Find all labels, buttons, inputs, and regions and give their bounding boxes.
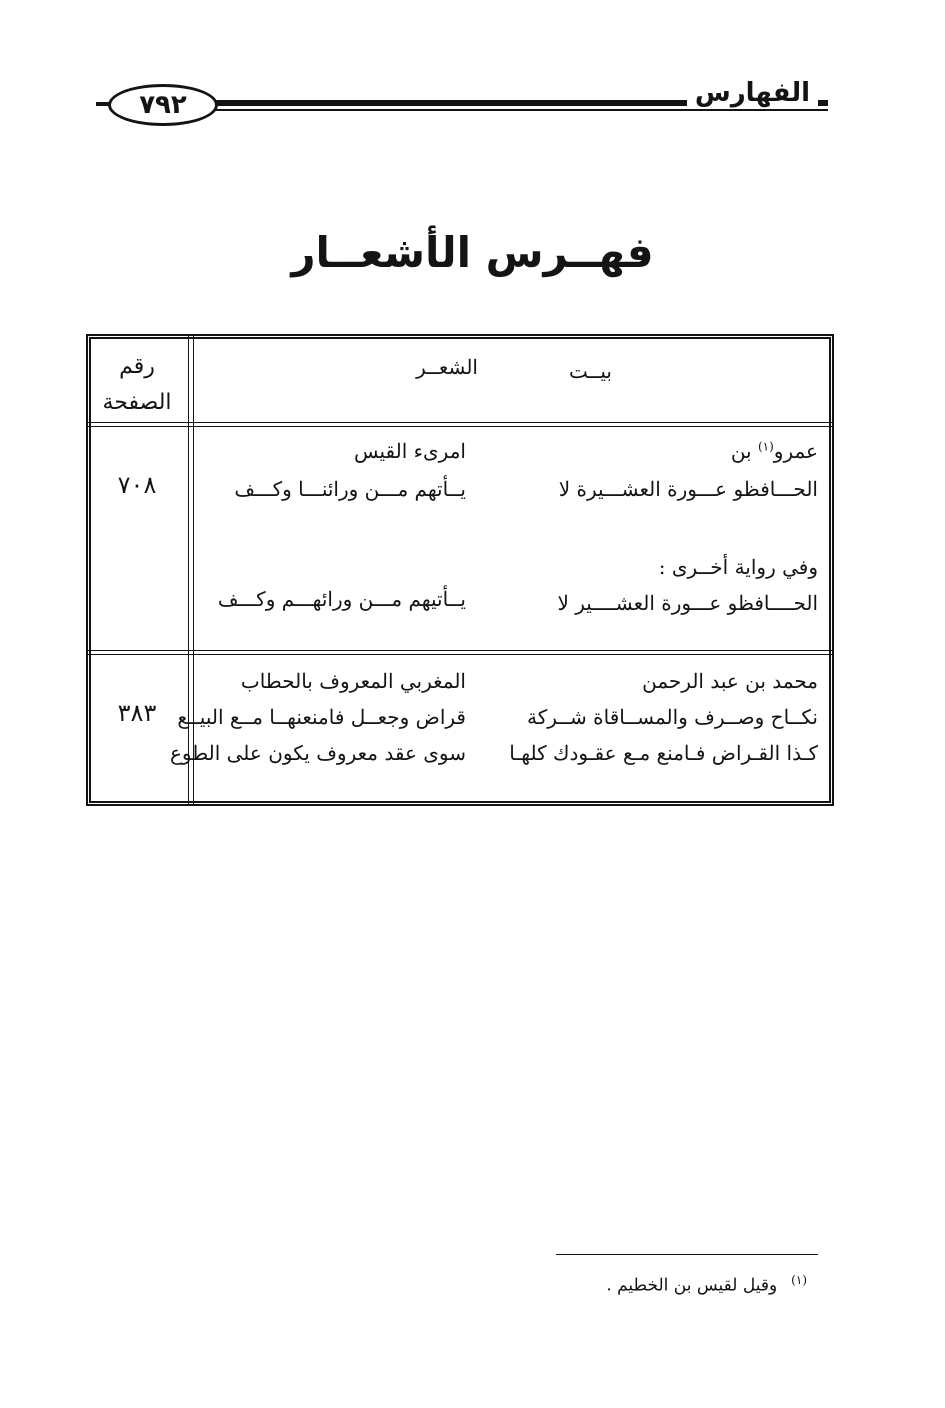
entry-1-variant-left: يــأتيهم مـــن ورائهـــم وكـــف [217,587,466,611]
footnote-rule [556,1254,818,1255]
entry-2-verse2-right: كـذا القـراض فـامنع مـع عقـودك كلهـا [509,741,818,765]
entry-2-poet: محمد بن عبد الرحمن [642,669,818,693]
poetry-index-table [86,334,834,806]
footnote-ref: (١) [757,439,774,454]
entry-1-poet-cont: امرىء القيس [353,439,466,463]
column-header-verse: بيــت [569,359,612,383]
section-name: الفهارس [687,78,818,108]
entry-1-poet-part2: بن [730,439,758,463]
entry-2-poet-cont: المغربي المعروف بالحطاب [240,669,466,693]
entry-1-page: ٧٠٨ [117,471,157,499]
page-title: فهــرس الأشعــار [291,228,654,277]
entry-1-poet-part1: عمرو [773,439,818,463]
column-header-poetry: الشعــر [416,355,478,379]
entry-2-verse2-left: سوى عقد معروف يكون على الطوع [169,741,466,765]
entry-1-verse-right: الحـــافظو عـــورة العشـــيرة لا [558,477,818,501]
footnote-number: (١) [791,1273,807,1287]
entry-2-page: ٣٨٣ [117,699,157,727]
footnote [606,1268,807,1298]
entry-2-verse1-left: قراض وجعــل فامنعنهــا مــع البيــع [177,705,466,729]
entry-1-poet [731,438,818,464]
running-header [96,78,828,134]
table-header-divider [86,422,834,427]
column-header-page-no-2: الصفحة [102,390,172,415]
entry-2-verse1-right: نكــاح وصــرف والمســاقاة شــركة [527,705,818,729]
footnote-text: وقيل لقيس بن الخطيم . [606,1275,778,1296]
table-row-divider [86,650,834,655]
column-header-page-no: رقم [119,354,155,379]
page-number: ٧٩٢ [108,84,218,126]
table-column-divider [188,334,194,806]
entry-1-variant-label: وفي رواية أخــرى : [658,555,818,579]
entry-1-verse-left: يــأتهم مـــن ورائنـــا وكـــف [234,477,466,501]
entry-1-variant-right: الحــــافظو عـــورة العشــــير لا [557,591,818,615]
header-rule-thin [192,109,828,111]
